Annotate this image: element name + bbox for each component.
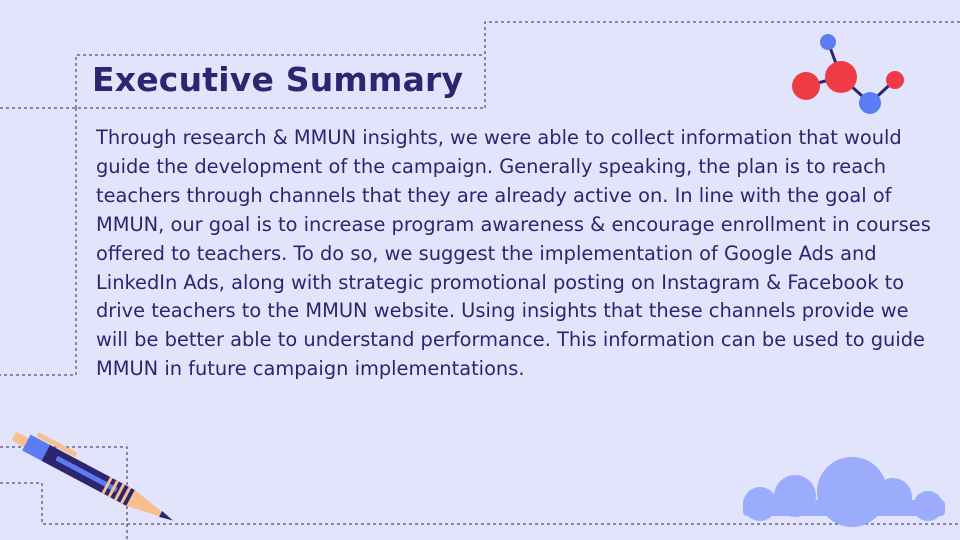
- slide-title: Executive Summary: [92, 60, 464, 99]
- summary-paragraph: Through research & MMUN insights, we were able to collect information that would guide the development of the campaign. Generally speaking, the plan is to reach teachers through channels that they are already active on. In line with the goal of MMUN, our goal is to increase program awareness & encourage enrollment in courses offered to teachers. To do so, we suggest the implementation of Google Ads and LinkedIn Ads, along with strategic promotional posting on Instagram & Facebook to drive teachers to the MMUN website. Using insights that these channels provide we will be better able to understand performance. This information can be used to guide MMUN in future campaign implementations.: [96, 126, 931, 381]
